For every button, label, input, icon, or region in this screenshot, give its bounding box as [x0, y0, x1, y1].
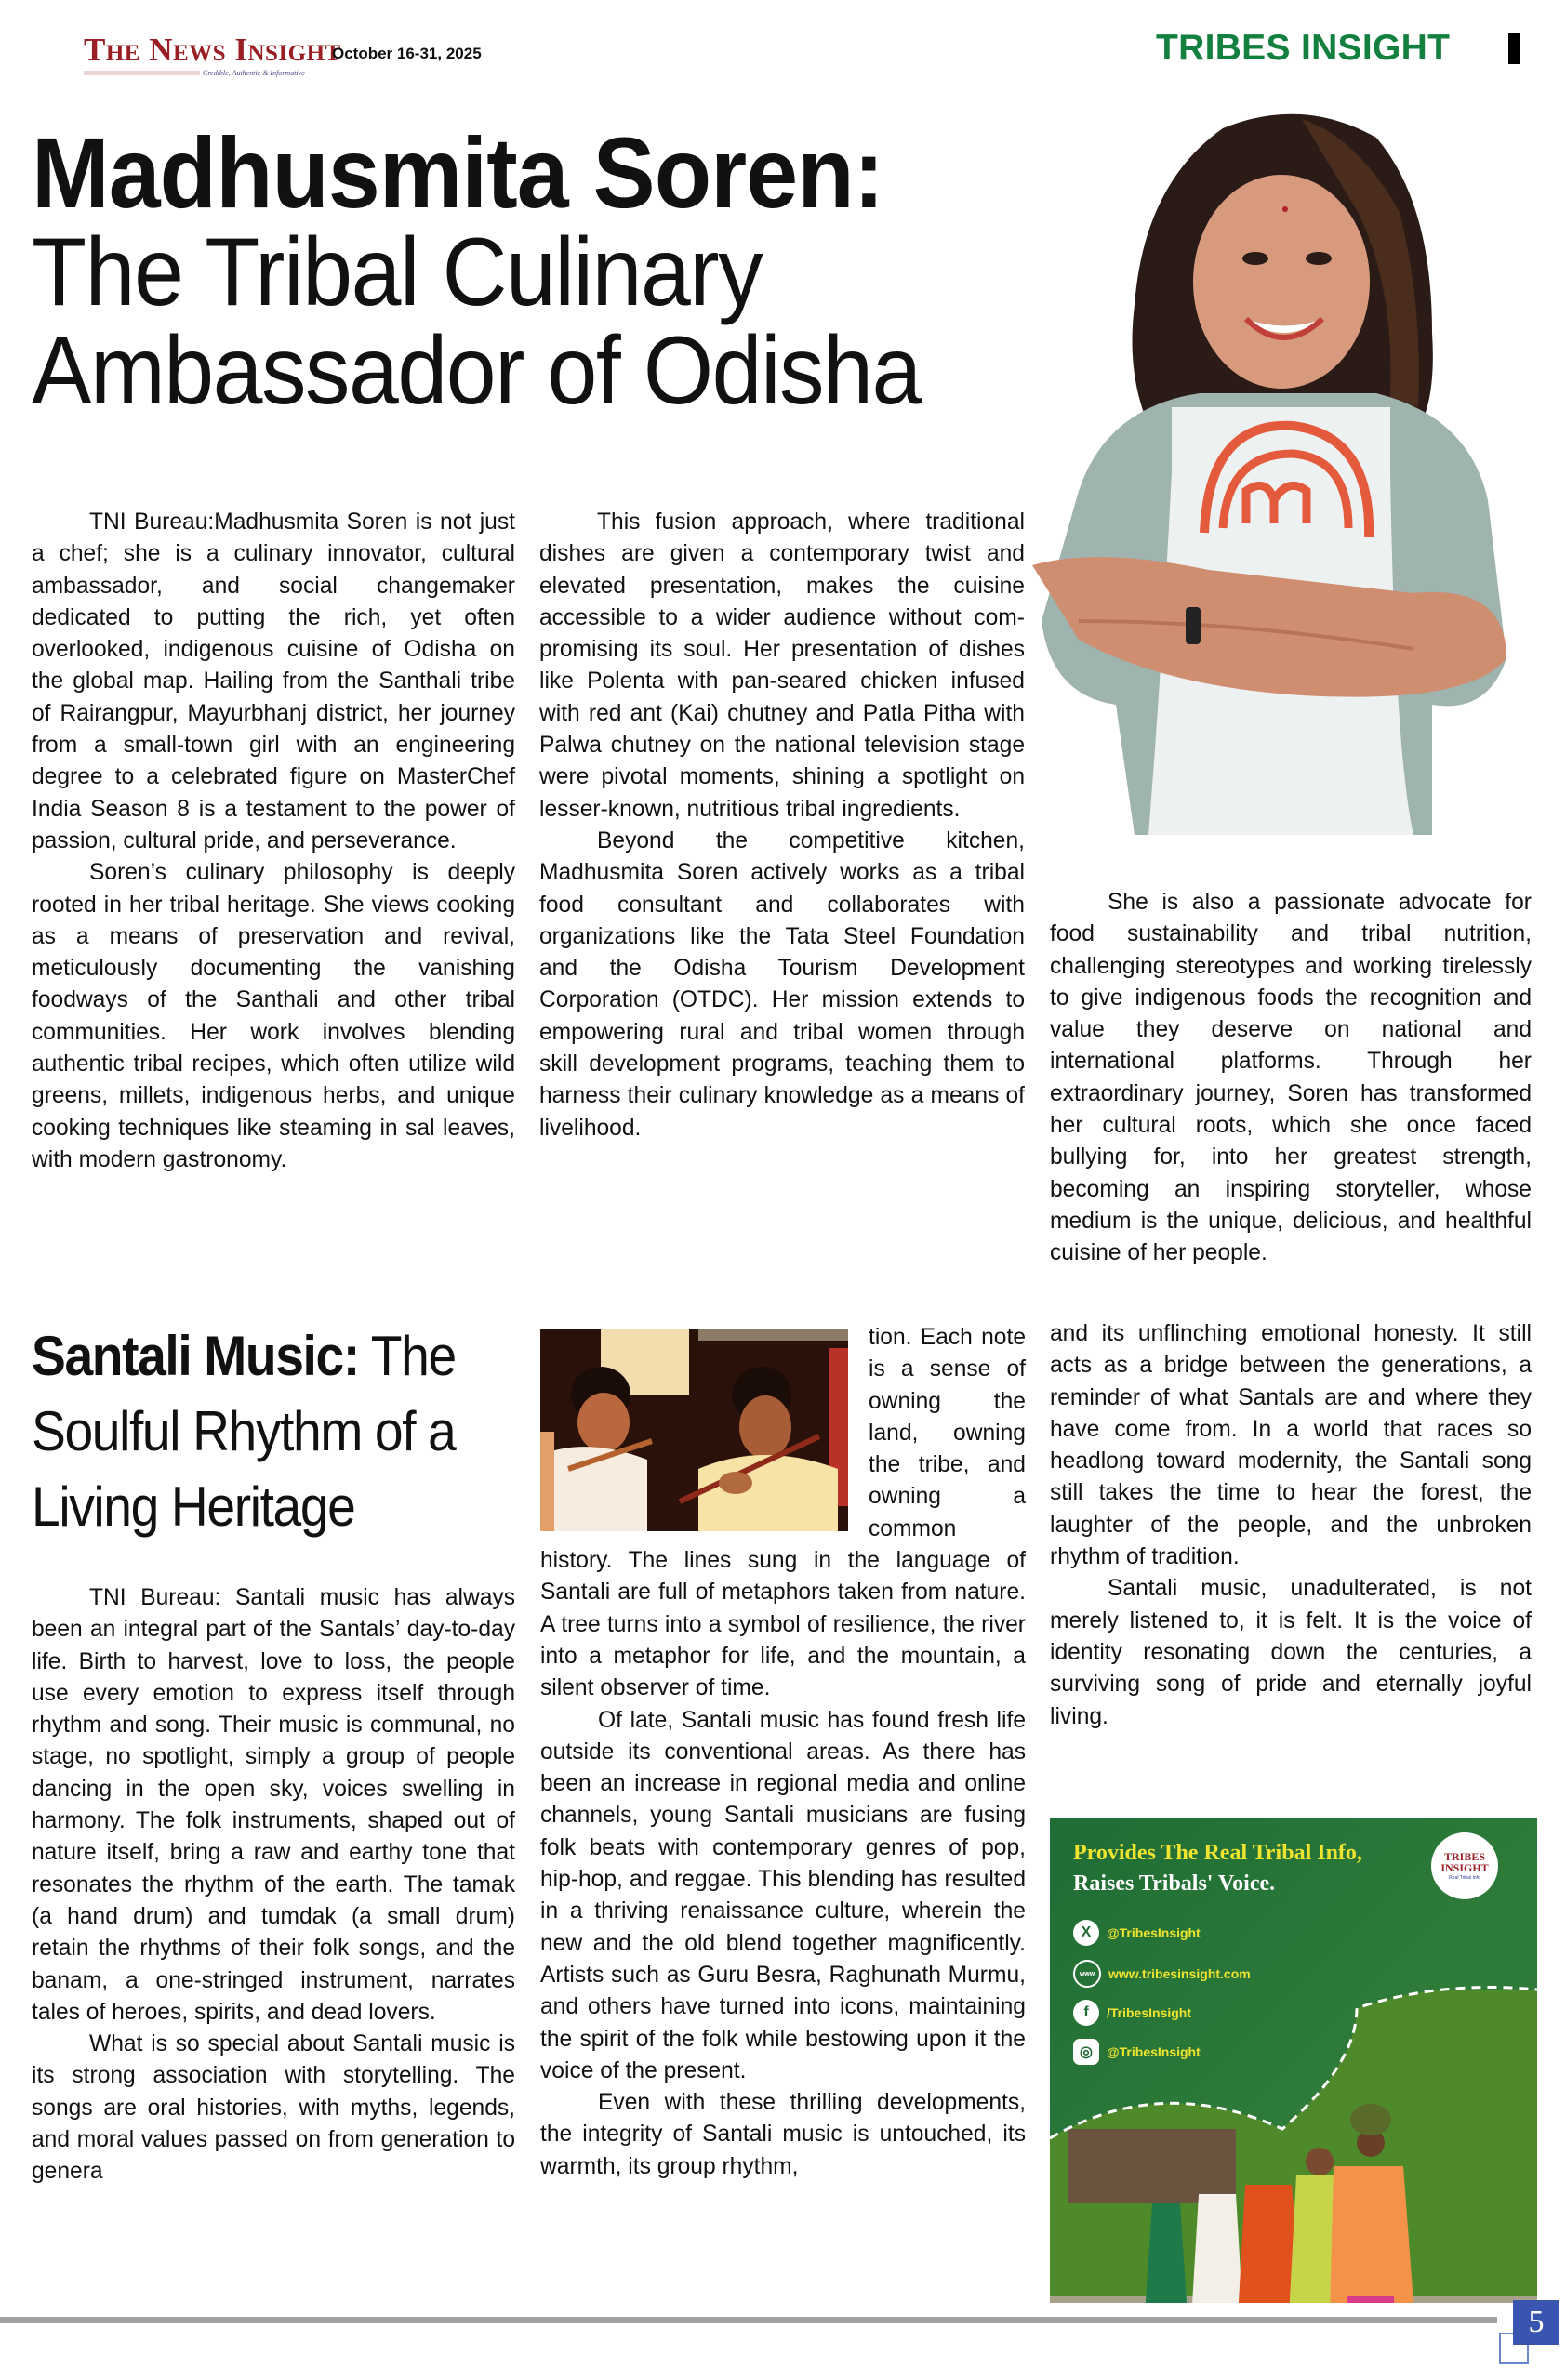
article1-column-1: [32, 507, 515, 1176]
tribes-insight-logo: [1431, 1832, 1498, 1899]
article1-column-2: [539, 507, 1025, 1144]
article2-paragraph-2: What is so special about Santali music is its strong association with storytelling. The songs are oral histories, with myths, legends, and moral values passed on from generation to genera: [32, 2031, 515, 2185]
ad-social-text[interactable]: @TribesInsight: [1107, 1925, 1201, 1940]
issue-date: October 16-31, 2025: [332, 45, 482, 62]
instagram-icon: ◎: [1073, 2039, 1099, 2065]
ad-logo-tagline: Real Tribal Info: [1449, 1875, 1480, 1881]
article2-column-1: [32, 1582, 515, 2188]
article2-paragraph-6: and its unflinching emotional honesty. It still acts as a bridge between the generations, a reminder of what Santals are and where they have come from. In a world that races so headlong toward modernity, the Santali song still takes the time to hear the forest, the laughter of the people, and the unbroken rhythm of tradition.: [1050, 1321, 1532, 1570]
headline2-line-2: Soulful Rhythm of a: [32, 1400, 456, 1462]
globe-icon: www: [1073, 1960, 1101, 1988]
ad-headline-1: Provides The Real Tribal Info,: [1073, 1841, 1362, 1865]
article1-paragraph-3: This fusion approach, where traditional dishes are given a contemporary twist and elevated presentation, makes the cuisine accessible to a wider audience without compromising its soul. Her presentation of dishes like Polenta with pan-seared chicken infused with red ant (Kai) chutney and Patla Pitha with Palwa chutney on the national television stage were pivotal moments, shining a spotlight on lesser-known, nutritious tribal ingredients.: [539, 509, 1025, 822]
article1-paragraph-1: TNI Bureau:Madhusmita Soren is not just a chef; she is a culinary innovator, cultural ambassador, and social changemaker dedicated to putting the rich, yet often overlooked, indigenous cuisine of Odisha on the global map. Hailing from the Santhali tribe of Rairangpur, Mayurbhanj district, her journey from a small-town girl with an engineering degree to a celebrated figure on MasterChef India Season 8 is a testament to the power of passion, cultural pride, and perseverance.: [32, 509, 515, 853]
article2-paragraph-7: Santali music, unadulterated, is not merely listened to, it is felt. It is the voice of identity resonating down the centuries, a surviving song of pride and eternally joyful living.: [1050, 1576, 1532, 1729]
page-number: 5: [1513, 2300, 1559, 2345]
article2-column-3: [1050, 1318, 1532, 1733]
article2-paragraph-5: Even with these thrilling developments, the integrity of Santali music is untouched, its warmth, its group rhythm,: [540, 2090, 1026, 2179]
ad-social-text[interactable]: @TribesInsight: [1107, 2044, 1201, 2059]
headline-line-3: Ambassador of Odisha: [32, 317, 921, 425]
article2-paragraph-3: tion. Each note is a sense of owning the land, owning the tribe, and owning a common history. The lines sung in the language of Santali are full of metaphors taken from nature. A tree turns into a symbol of resilience, the river into a metaphor for life, and the mountain, a silent observer of time.: [540, 1325, 1026, 1701]
masthead-underline: [84, 71, 200, 75]
article1-headline: [32, 116, 1017, 425]
ad-logo-line-1: TRIBES: [1443, 1850, 1486, 1863]
article2-paragraph-4: Of late, Santali music has found fresh life outside its conventional areas. As there has been an increase in regional media and online channels, young Santali musicians are fusing folk beats with contemporary genres of pop, hip-hop, and reggae. This blending has resulted in a thriving renaissance culture, wherein the new and the old blend together magnificently. Artists such as Guru Besra, Raghunath Murmu, and others have turned into icons, maintaining the spirit of the folk while bestowing upon it the voice of the present.: [540, 1707, 1026, 2083]
flute-players-photo: [540, 1329, 848, 1531]
tribes-insight-advertisement[interactable]: [1050, 1818, 1537, 2303]
ad-logo-line-2: INSIGHT: [1440, 1861, 1489, 1874]
headline2-bold: Santali Music:: [32, 1325, 359, 1387]
ad-social-text[interactable]: /TribesInsight: [1107, 2005, 1192, 2020]
ad-social-text[interactable]: www.tribesinsight.com: [1108, 1966, 1251, 1981]
facebook-icon: f: [1073, 2000, 1099, 2026]
publication-tagline: Credible, Authentic & Informative: [203, 69, 305, 77]
article2-paragraph-1: TNI Bureau: Santali music has always been an integral part of the Santals’ day-to-day life. Birth to harvest, love to loss, the people use every emotion to express itself through rhythm and song. Their music is communal, no stage, no spotlight, simply a group of people dancing in the open sky, voices swelling in harmony. The folk instruments, shaped out of nature itself, bring a raw and earthy tone that resonates the rhythm of the earth. The tamak (a hand drum) and tumdak (a small drum) retain the rhythms of their folk songs, and the banam, a one-stringed instrument, narrates tales of heroes, spirits, and dead lovers.: [32, 1585, 515, 2025]
headline2-line-1: [32, 1318, 476, 1394]
article1-column-3: [1050, 887, 1532, 1270]
article2-column-2: [540, 1322, 1026, 2183]
article2-headline: [32, 1318, 515, 1544]
headline2-line-3: Living Heritage: [32, 1475, 355, 1538]
publication-masthead: [84, 32, 341, 80]
headline-bold-line: Madhusmita Soren:: [32, 116, 884, 229]
chef-portrait-photo: [1023, 100, 1525, 863]
headline2-rest: The: [358, 1325, 456, 1387]
article1-paragraph-5: She is also a passionate advocate for food sustainability and tribal nutrition, challenging stereotypes and working tirelessly to give indigenous foods the recognition and value they deserve on national and international platforms. Through her extraordinary journey, Soren has transformed her cultural roots, which she once faced bullying for, into her greatest strength, becoming an inspiring storyteller, whose medium is the unique, delicious, and healthful cuisine of her people.: [1050, 890, 1532, 1266]
tribal-women-photo: [1050, 1938, 1537, 2303]
article1-paragraph-4: Beyond the competitive kitchen, Madhusmita Soren actively works as a tribal food consultant and collaborates with organizations like the Tata Steel Foundation and the Odisha Tourism Development Corporation (OTDC). Her mission extends to empowering rural and tribal women through skill development programs, teaching them to harness their culinary knowledge as a means of livelihood.: [539, 827, 1025, 1141]
article1-paragraph-2: Soren’s culinary philosophy is deeply rooted in her tribal heritage. She views cooking as a means of preservation and revival, meticulously documenting the vanishing foodways of the Santhali and other tribal communities. Her work involves blending authentic tribal recipes, which often utilize wild greens, millets, indigenous herbs, and unique cooking techniques like steaming in sal leaves, with modern gastronomy.: [32, 860, 515, 1172]
ad-headline-2: Raises Tribals' Voice.: [1073, 1871, 1276, 1896]
footer-rule: [0, 2317, 1497, 2323]
publication-name: The News Insight: [84, 32, 341, 68]
headline-line-2: The Tribal Culinary: [32, 218, 763, 326]
x-icon: X: [1073, 1920, 1099, 1946]
section-marker: [1508, 33, 1520, 64]
section-label: TRIBES INSIGHT: [1156, 28, 1451, 68]
